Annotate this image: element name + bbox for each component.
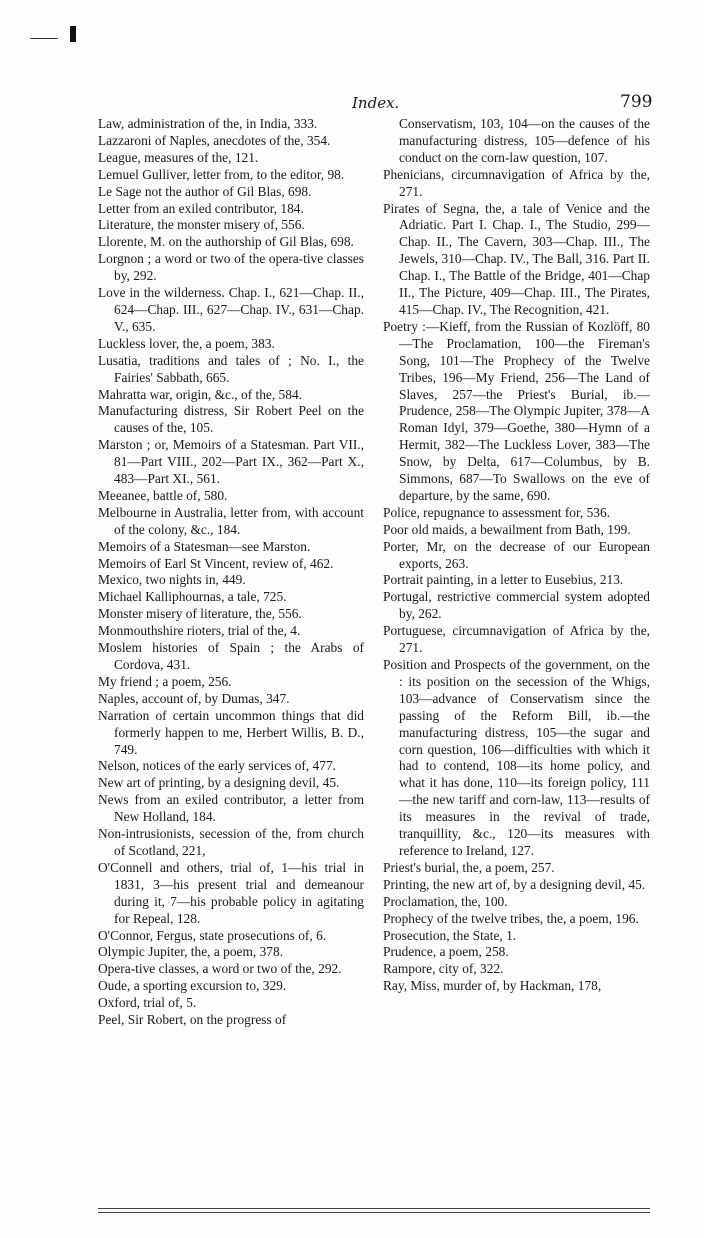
index-entry: Manufacturing distress, Sir Robert Peel on the causes of the, 105. <box>98 403 364 436</box>
index-entry: Lemuel Gulliver, letter from, to the editor, 98. <box>98 166 345 182</box>
index-entry: Police, repugnance to assessment for, 536. <box>383 504 611 520</box>
index-entry: Love in the wilderness. Chap. I., 621—Chap. II., 624—Chap. III., 627—Chap. IV., 631—Chap. V., 635. <box>98 285 364 334</box>
index-entry: Literature, the monster misery of, 556. <box>98 217 305 233</box>
index-entry: Prosecution, the State, 1. <box>383 927 517 943</box>
index-entry: Rampore, city of, 322. <box>383 961 504 977</box>
index-entry: Oxford, trial of, 5. <box>98 995 197 1011</box>
index-entry: League, measures of the, 121. <box>98 149 259 165</box>
index-entry: Monmouthshire rioters, trial of the, 4. <box>98 623 301 639</box>
index-entry: Narration of certain uncommon things that did formerly happen to me, Herbert Willis, B. D., 749. <box>98 707 364 757</box>
index-entry: New art of printing, by a designing devil, 45. <box>98 775 340 791</box>
index-entry: News from an exiled contributor, a letter from New Holland, 184. <box>98 792 364 825</box>
index-entry: Nelson, notices of the early services of, 477. <box>98 758 336 774</box>
index-entry: Phenicians, circumnavigation of Africa by the, 271. <box>383 166 650 199</box>
index-entry: Lazzaroni of Naples, anecdotes of the, 354. <box>98 132 331 148</box>
index-entry: Moslem histories of Spain ; the Arabs of Cordova, 431. <box>98 640 364 672</box>
index-entry: Llorente, M. on the authorship of Gil Blas, 698. <box>98 234 354 250</box>
index-entry: Priest's burial, the, a poem, 257. <box>383 859 555 875</box>
index-entry: Letter from an exiled contributor, 184. <box>98 200 304 216</box>
index-entry: Printing, the new art of, by a designing devil, 45. <box>383 876 646 892</box>
index-entry: Poetry :—Kieff, from the Russian of Kozlöff, 80—The Proclamation, 100—the Fireman's Song, 101—The Prophecy of the Twelve Tribes, 196—My Friend, 256—The Land of Slaves, 257—the Priest's Burial, ib.—Prudence, 258—The Olympic Jupiter, 378—A Roman Idyl, 379—Goethe, 380—Hymn of a Hermit, 382—The Luckless Lover, 383—The Snow, by Delta, 617—Columbus, by B. Simmons, 687—To Swallows on the eve of departure, by the same, 690. <box>383 318 650 503</box>
index-entry: Proclamation, the, 100. <box>383 893 508 909</box>
index-entry: Portrait painting, in a letter to Eusebius, 213. <box>383 572 624 588</box>
index-entry: Monster misery of literature, the, 556. <box>98 606 302 622</box>
running-head: Index. <box>352 94 400 112</box>
index-entry: Opera-tive classes, a word or two of the, 292. <box>98 961 342 977</box>
index-entry: Naples, account of, by Dumas, 347. <box>98 690 290 706</box>
index-entry: O'Connor, Fergus, state prosecutions of, 6. <box>98 927 327 943</box>
index-entry: Marston ; or, Memoirs of a Statesman. Part VII., 81—Part VIII., 202—Part IX., 362—Part X., 483—Part XI., 561. <box>98 437 364 487</box>
page-number: 799 <box>620 92 653 112</box>
index-entry: Memoirs of a Statesman—see Marston. <box>98 538 311 554</box>
index-entry: Portuguese, circumnavigation of Africa by the, 271. <box>383 623 650 656</box>
index-entry: Portugal, restrictive commercial system adopted by, 262. <box>383 589 650 622</box>
index-entry: Prudence, a poem, 258. <box>383 944 509 960</box>
page-header <box>0 92 704 116</box>
index-entry-continuation: Conservatism, 103, 104—on the causes of the manufacturing distress, 105—defence of his conduct on the corn-law question, 107. <box>399 116 650 165</box>
bottom-rule-2 <box>98 1212 650 1213</box>
index-entry: Luckless lover, the, a poem, 383. <box>98 335 275 351</box>
index-entry: Pirates of Segna, the, a tale of Venice and the Adriatic. Part I. Chap. I., The Studio, 299—Chap. II., The Cavern, 303—Chap. III., The Jewels, 310—Chap. IV., The Ball, 316. Part II. Chap. I., The Battle of the Bridge, 401—Chap II., The Picture, 409—Chap. III., The Pirates, 415—Chap. IV., The Recognition, 421. <box>383 200 650 317</box>
right-column <box>383 116 650 995</box>
index-entry: Peel, Sir Robert, on the progress of <box>98 1012 287 1028</box>
index-entry: Lorgnon ; a word or two of the opera-tive classes by, 292. <box>98 251 364 284</box>
index-entry: Poor old maids, a bewailment from Bath, 199. <box>383 521 631 537</box>
index-entry: Meeanee, battle of, 580. <box>98 487 228 503</box>
index-entry: Prophecy of the twelve tribes, the, a poem, 196. <box>383 910 639 926</box>
left-column <box>98 116 364 1029</box>
index-entry: Memoirs of Earl St Vincent, review of, 462. <box>98 555 334 571</box>
index-entry: Oude, a sporting excursion to, 329. <box>98 978 287 994</box>
index-entry: Michael Kalliphournas, a tale, 725. <box>98 589 287 605</box>
index-entry: Law, administration of the, in India, 333. <box>98 116 318 131</box>
bottom-rule <box>98 1208 650 1209</box>
index-entry: Le Sage not the author of Gil Blas, 698. <box>98 183 312 199</box>
index-entry: Ray, Miss, murder of, by Hackman, 178, <box>383 978 602 994</box>
margin-ink-mark <box>70 26 76 42</box>
index-entry: My friend ; a poem, 256. <box>98 673 232 689</box>
index-entry: Melbourne in Australia, letter from, with account of the colony, &c., 184. <box>98 504 364 537</box>
index-entry: Mexico, two nights in, 449. <box>98 572 246 588</box>
margin-dash <box>30 38 58 39</box>
index-entry: Non-intrusionists, secession of the, from church of Scotland, 221, <box>98 826 364 858</box>
index-entry: Porter, Mr, on the decrease of our European exports, 263. <box>383 538 650 571</box>
index-entry: O'Connell and others, trial of, 1—his trial in 1831, 3—his present trial and demeanour during it, 7—his probable policy in agitating for Repeal, 128. <box>98 859 364 926</box>
index-entry: Mahratta war, origin, &c., of the, 584. <box>98 386 302 402</box>
index-entry: Position and Prospects of the government, on the : its position on the secession of the Whigs, 103—advance of Conservatism since the passing of the Reform Bill, ib.—the manufacturing distress, 105—the sugar and corn question, 106—difficulties with which it had to contend, 108—its home policy, and what it has done, 110—its foreign policy, 111—the new tariff and corn-law, 113—results of its measures in the revival of trade, tranquillity, &c., 120—its measures with reference to Ireland, 127. <box>383 657 650 858</box>
index-entry: Lusatia, traditions and tales of ; No. I., the Fairies' Sabbath, 665. <box>98 352 364 385</box>
index-entry: Olympic Jupiter, the, a poem, 378. <box>98 944 284 960</box>
